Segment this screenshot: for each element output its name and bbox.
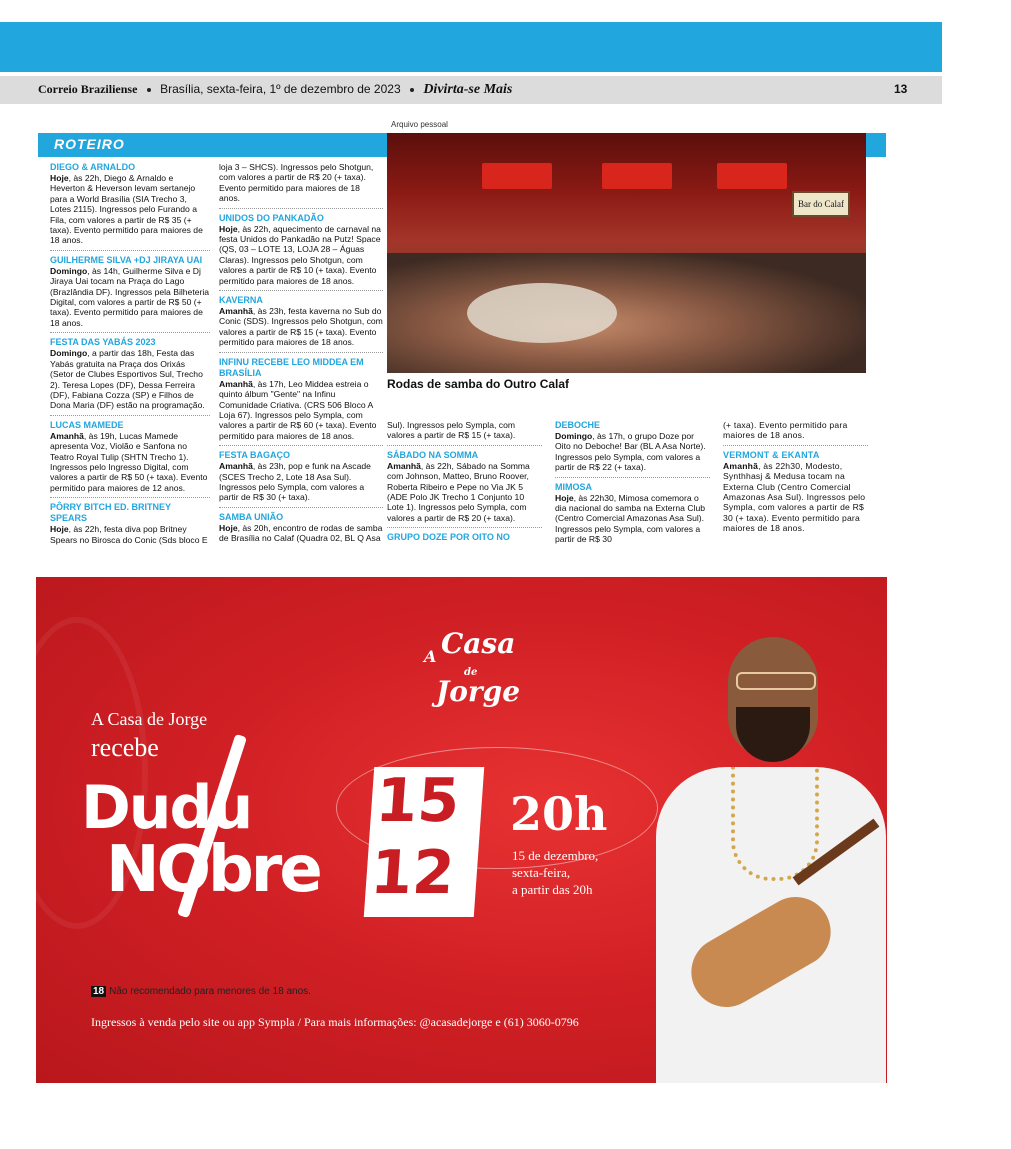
listing-entry [555, 420, 710, 473]
listing-text: , a partir das 18h, Festa das Yabás gratuita na Praça dos Orixás (Setor de Clubes Esportivos Sul, Trecho 2). Teresa Lopes (DF), Dessa Ferreira (DF), Fabiana Cozza (SP) e Filhos de Dona Maria (DF) estão na programação. [50, 348, 205, 411]
listing-entry [555, 482, 710, 545]
event-time: 20h [510, 787, 608, 841]
listing-entry [219, 162, 383, 204]
dateline: Brasília, sexta-feira, 1º de dezembro de 2023 [160, 82, 401, 96]
listing-lead: Hoje [555, 492, 574, 503]
dotted-divider [219, 352, 383, 353]
listing-body [219, 162, 383, 204]
listing-heading: VERMONT & EKANTA [723, 449, 820, 460]
listing-heading: KAVERNA [219, 295, 263, 306]
listing-entry [50, 255, 210, 328]
listing-entry [219, 357, 383, 441]
listing-body [219, 461, 383, 503]
artist-beard-shape [736, 707, 810, 762]
listing-entry [50, 337, 210, 410]
bullet-icon [147, 88, 151, 92]
listing-entry [387, 420, 542, 441]
listing-lead: Domingo [555, 431, 593, 441]
listing-entry [387, 450, 542, 523]
listing-body [723, 461, 868, 534]
when-line3: a partir das 20h [512, 882, 593, 897]
dotted-divider [50, 250, 210, 251]
dotted-divider [50, 415, 210, 416]
advertisement [36, 577, 887, 1083]
newspaper-name: Correio Braziliense [38, 82, 138, 96]
listing-text: , às 23h, pop e funk na Ascade (SCES Trecho 2, Lote 18 Asa Sul). Ingressos pelo Sympla, com valores a partir de R$ 30 (+ taxa). [219, 461, 371, 503]
page-number: 13 [894, 82, 908, 96]
listing-body [219, 306, 383, 348]
listing-column-5 [723, 420, 868, 538]
glasses-icon [736, 672, 816, 690]
age-rating-badge: 18 [93, 986, 105, 997]
listing-entry [723, 450, 868, 534]
listing-heading: FESTA DAS YABÁS 2023 [50, 337, 156, 348]
when-line1: 15 de dezembro, [512, 848, 599, 863]
listing-entry [50, 162, 210, 246]
dotted-divider [387, 527, 542, 528]
listing-heading: LUCAS MAMEDE [50, 419, 124, 430]
dotted-divider [219, 208, 383, 209]
listing-body [219, 224, 383, 286]
listing-entry [723, 420, 868, 441]
listing-lead: Domingo [50, 265, 88, 276]
date-box [364, 767, 484, 917]
listing-text: , às 17h, Leo Middea estreia o quinto álbum "Gente" na Infinu Comunidade Criativa. (CRS 506 Bloco A Loja 67). Ingressos pelo Sympla, com valores a partir de R$ 60 (+ taxa). Evento permitido para maiores de 18 anos. [219, 378, 377, 441]
dotted-divider [50, 497, 210, 498]
ad-intro-line2: recebe [91, 733, 159, 762]
listing-body [723, 420, 868, 441]
listing-column-3 [387, 420, 542, 547]
listing-heading: SAMBA UNIÃO [219, 511, 284, 522]
listing-lead: Amanhã [219, 306, 253, 317]
listing-lead: Amanhã [219, 461, 253, 472]
listing-entry [219, 213, 383, 286]
artist-photo [636, 617, 886, 1083]
event-when [512, 847, 598, 898]
top-color-bar [0, 22, 942, 72]
listing-heading: MIMOSA [555, 481, 592, 492]
age-rating-text: Não recomendado para menores de 18 anos. [109, 986, 311, 997]
listing-body [219, 379, 383, 441]
ad-intro-line1: A Casa de Jorge [91, 709, 208, 729]
listing-text: Sul). Ingressos pelo Sympla, com valores a partir de R$ 15 (+ taxa). [387, 420, 516, 441]
listing-heading: DIEGO & ARNALDO [50, 162, 136, 172]
listing-lead: Amanhã [50, 430, 84, 441]
listing-entry [219, 295, 383, 348]
dotted-divider [555, 477, 710, 478]
listing-body [50, 173, 210, 246]
listing-body [50, 524, 210, 545]
listing-lead: Hoje [219, 522, 238, 533]
listing-body [50, 431, 210, 493]
listing-text: , às 22h, Sábado na Somma com Johnson, Matteo, Bruno Roover, Roberta Ribeiro e Pepe no Via JK 5 (ADE Polo JK Trecho 1 Conjunto 10 Lote 1). Ingressos pelo Sympla, com valores a partir de R$ 20 (+ taxa). [387, 460, 530, 523]
listing-entry [219, 450, 383, 503]
listing-lead: Amanhã [387, 460, 421, 471]
dotted-divider [219, 445, 383, 446]
lamp-shape [717, 163, 787, 189]
listing-lead: Hoje [50, 173, 69, 183]
listing-lead: Amanhã [723, 460, 759, 471]
dotted-divider [50, 332, 210, 333]
listing-heading: DEBOCHE [555, 420, 601, 430]
listing-heading: SÁBADO NA SOMMA [387, 449, 479, 460]
artist-name-line2: NObre [106, 833, 320, 907]
artist-name-line1: Dudu [81, 773, 252, 843]
listing-text: (+ taxa). Evento permitido para maiores de 18 anos. [723, 420, 848, 441]
crowd-shape [387, 253, 866, 373]
logo-de: de [464, 667, 478, 678]
listing-heading: GRUPO DOZE POR OITO NO [387, 532, 510, 543]
ticket-info: Ingressos à venda pelo site ou app Sympla / Para mais informações: @acasadejorge e (61) 3060-0796 [91, 1015, 579, 1029]
listing-text: , às 22h, aquecimento de carnaval na festa Unidos do Pankadão na Putz! Space (QS, 03 – LOTE 13, LOJA 28 – Águas Claras). Ingressos pelo Shotgun, com valores a partir de R$ 10 (+ taxa). Evento permitido para maiores de 18 anos. [219, 223, 381, 286]
running-header-left [38, 82, 512, 98]
listing-lead: Hoje [219, 223, 238, 234]
age-rating [91, 986, 311, 997]
listing-text: , às 20h, encontro de rodas de samba de Brasília no Calaf (Quadra 02, BL Q Asa [219, 522, 383, 544]
date-day: 15 [373, 766, 462, 836]
date-month: 12 [368, 838, 457, 908]
listing-text: loja 3 – SHCS). Ingressos pelo Shotgun, com valores a partir de R$ 20 (+ taxa). Evento permitido para maiores de 18 anos. [219, 162, 374, 204]
listing-lead: Amanhã [219, 378, 253, 389]
listing-text: , às 17h, o grupo Doze por Oito no Deboche! Bar (BL A Asa Norte). Ingressos pelo Sympla, com valores a partir de R$ 22 (+ taxa). [555, 431, 706, 473]
section-name: Divirta-se Mais [423, 82, 513, 97]
listing-body [219, 523, 383, 544]
listing-text: , às 14h, Guilherme Silva e Dj Jiraya Uai tocam na Praça do Lago (Brazlândia DF). Ingressos pela Bilheteria Digital, com valores a partir de R$ 50 (+ taxa). Evento permitido para maiores de 18 anos. [50, 265, 210, 328]
lamp-shape [482, 163, 552, 189]
listing-heading: PÔRRY BITCH ED. BRITNEY SPEARS [50, 502, 171, 524]
logo-jorge: Jorge [436, 675, 521, 708]
listing-body [50, 348, 210, 410]
chain-icon [731, 767, 819, 881]
dotted-divider [219, 290, 383, 291]
logo-a: A [424, 647, 437, 666]
logo-casa: Casa [441, 627, 516, 660]
listing-heading: INFINU RECEBE LEO MIDDEA EM BRASÍLIA [219, 356, 364, 378]
listing-body [555, 431, 710, 473]
listing-entry [50, 502, 210, 545]
listing-body [50, 266, 210, 328]
listing-text: , às 22h, Diego & Arnaldo e Heverton & Heverson levam sertanejo para a World Brasília (SIA Trecho 3, Lotes 2115). Ingressos pelo Furando a Fila, com valores a partir de R$ 35 (+ taxa). Evento permitido para maiores de 18 anos. [50, 173, 203, 246]
listing-entry [387, 532, 542, 543]
bar-sign: Bar do Calaf [792, 191, 850, 217]
roteiro-title: ROTEIRO [54, 136, 125, 152]
listing-body [387, 461, 542, 523]
listing-lead: Domingo [50, 348, 88, 359]
lamp-shape [602, 163, 672, 189]
listing-body [387, 420, 542, 441]
photo-caption: Rodas de samba do Outro Calaf [387, 377, 570, 391]
listing-column-1 [50, 162, 210, 549]
listing-heading: GUILHERME SILVA +DJ JIRAYA UAI [50, 254, 203, 265]
listing-text: , às 19h, Lucas Mamede apresenta Voz, Violão e Sanfona no Teatro Royal Tulip (SHTN Trecho 1). Ingressos pelo Ingresso Digital, com valores a partir de R$ 50 (+ taxa). Evento permitido para maiores de 12 anos. [50, 430, 208, 493]
listing-entry [50, 420, 210, 493]
listing-lead: Hoje [50, 524, 69, 535]
listing-column-4 [555, 420, 710, 549]
listing-column-2 [219, 162, 383, 548]
listing-heading: UNIDOS DO PANKADÃO [219, 212, 324, 223]
listing-text: , às 22h, festa diva pop Britney Spears no Birosca do Conic (Sds bloco E [50, 524, 208, 545]
listing-text: , às 22h30, Mimosa comemora o dia nacional do samba na Externa Club (Centro Comercial Amazonas Asa Sul). Ingressos pelo Sympla, com valores a partir de R$ 30 [555, 492, 706, 545]
dotted-divider [723, 445, 868, 446]
listing-entry [219, 512, 383, 544]
listing-text: , às 22h30, Modesto, Synthhasj & Medusa tocam na Externa Club (Centro Comercial Amazonas Asa Sul). Ingressos pelo Sympla, com valores a partir de R$ 30 (+ taxa). Evento permitido para maiores de 18 anos. [723, 460, 866, 534]
dotted-divider [387, 445, 542, 446]
table-shape [467, 283, 617, 343]
listing-body [555, 493, 710, 545]
listing-heading: FESTA BAGAÇO [219, 450, 290, 461]
running-header [0, 76, 942, 104]
samba-photo [387, 133, 866, 373]
bullet-icon [410, 88, 414, 92]
listing-text: , às 23h, festa kaverna no Sub do Conic (SDS). Ingressos pelo Shotgun, com valores a partir de R$ 15 (+ taxa). Evento permitido para maiores de 18 anos. [219, 306, 383, 348]
dotted-divider [219, 507, 383, 508]
when-line2: sexta-feira, [512, 865, 571, 880]
photo-credit: Arquivo pessoal [391, 120, 448, 129]
